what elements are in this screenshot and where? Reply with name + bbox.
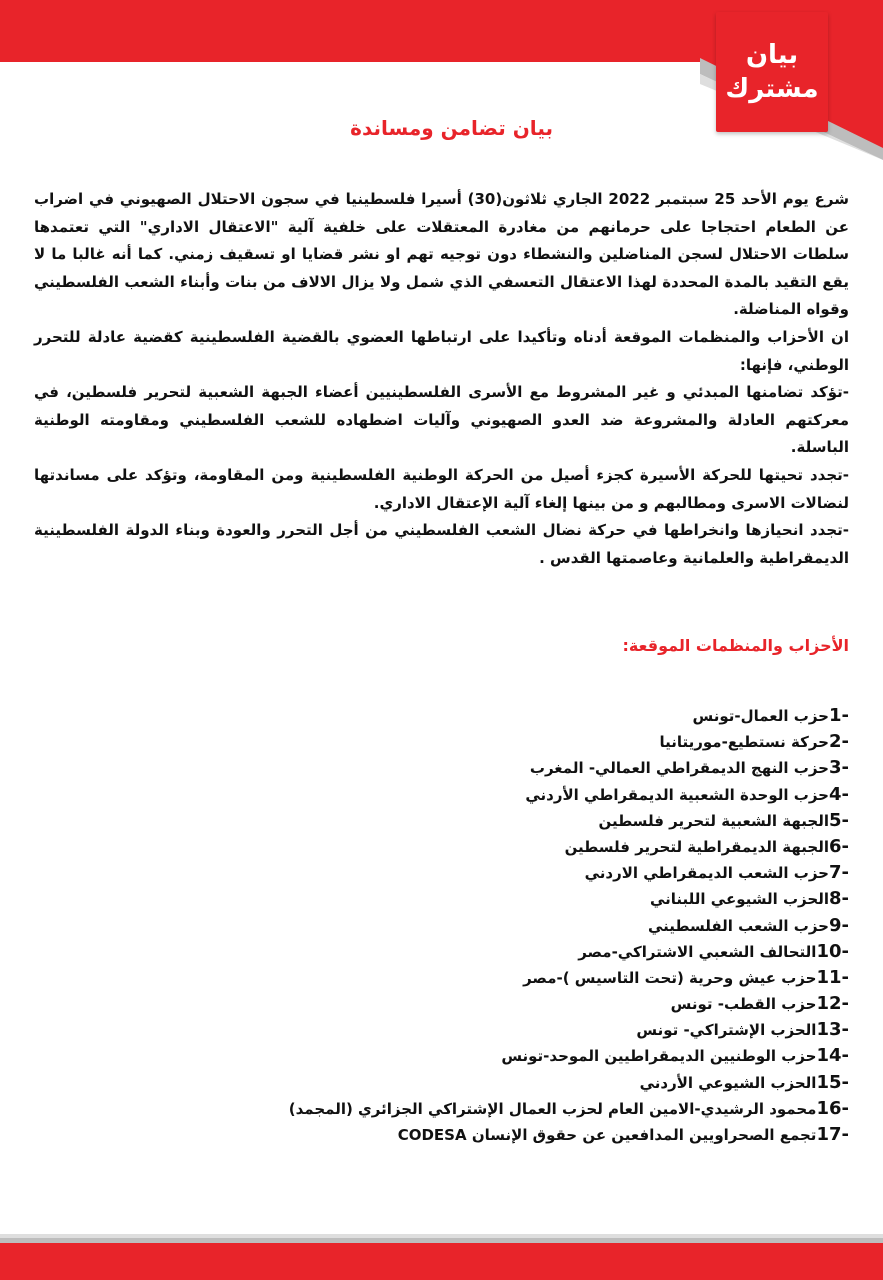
paragraph-solidarity: -تؤكد تضامنها المبدئي و غير المشروط مع الأسرى الفلسطينيين أعضاء الجبهة الشعبية لتحرير فلسطين، في معركتهم العادلة والمشروعة ضد العدو الصهيوني وآليات اضطهاده للشعب الفلسطيني ومقاومته الوطنية الباسلة. [34, 383, 849, 457]
list-item [289, 834, 849, 860]
statement-title: بيان تضامن ومساندة [350, 116, 553, 140]
joint-statement-badge [716, 12, 828, 132]
item-name: حزب العمال-تونس [692, 707, 829, 725]
item-name: حركة نستطيع-موريتانيا [659, 733, 829, 752]
item-number: -14 [816, 1045, 849, 1067]
item-name: الحزب الشيوعي اللبناني [649, 890, 829, 909]
item-name: حزب عيش وحرية (تحت التاسيس )-مصر [523, 968, 817, 987]
item-number: -11 [816, 966, 849, 988]
list-item [289, 965, 849, 991]
paragraph-commitment: -تجدد انحيازها وانخراطها في حركة نضال الشعب الفلسطيني من أجل التحرر والعودة وبناء الدولة الفلسطينية الديمقراطية والعلمانية وعاصمتها القدس . [34, 521, 849, 567]
item-name: الجبهة الديمقراطية لتحرير فلسطين [564, 837, 829, 856]
item-number: -8 [828, 888, 849, 910]
list-item [289, 913, 849, 939]
item-number: -15 [816, 1071, 849, 1093]
item-number: -2 [828, 731, 849, 753]
list-item [289, 703, 849, 729]
list-item [289, 1096, 849, 1122]
paragraph-position: ان الأحزاب والمنظمات الموقعة أدناه وتأكيدا على ارتباطها العضوي بالقضية الفلسطينية كقضية عادلة للتحرر الوطني، فإنها: [34, 327, 849, 374]
item-number: -5 [828, 809, 849, 831]
signatories-title: الأحزاب والمنظمات الموقعة: [622, 636, 849, 655]
item-number: -3 [828, 757, 849, 779]
statement-body [34, 186, 849, 572]
list-item [289, 729, 849, 755]
list-item [289, 1043, 849, 1069]
item-name: الحزب الشيوعي الأردني [639, 1073, 817, 1092]
list-item [289, 755, 849, 781]
item-number: -16 [816, 1097, 849, 1119]
list-item [289, 939, 849, 965]
item-name: حزب الوحدة الشعبية الديمقراطي الأردني [525, 785, 829, 804]
item-name: الحزب الإشتراكي- تونس [636, 1021, 817, 1040]
list-item [289, 860, 849, 886]
paragraph-salute: -تجدد تحيتها للحركة الأسيرة كجزء أصيل من الحركة الوطنية الفلسطينية ومن المقاومة، وتؤكد على مساندتها لنضالات الاسرى ومطالبهم و من بينها إلغاء آلية الإعتقال الاداري. [34, 465, 849, 512]
list-item [289, 1070, 849, 1096]
item-number: -9 [828, 914, 849, 936]
item-number: -1 [828, 705, 849, 726]
list-item [289, 886, 849, 912]
item-name: حزب القطب- تونس [670, 995, 817, 1014]
badge-line-1: بيان [745, 40, 799, 70]
badge-line-2: مشترك [725, 74, 819, 104]
item-name: التحالف الشعبي الاشتراكي-مصر [578, 942, 817, 961]
item-name: تجمع الصحراويين المدافعين عن حقوق الإنسان CODESA [397, 1126, 817, 1144]
list-item [289, 808, 849, 834]
item-name: حزب الشعب الفلسطيني [647, 916, 829, 935]
paragraph-intro: شرع يوم الأحد 25 سبتمبر 2022 الجاري ثلاثون(30) أسيرا فلسطينيا في سجون الاحتلال الصهيوني في اضراب عن الطعام احتجاجا على حرمانهم من مغادرة المعتقلات على خلفية آلية "الاعتقال الاداري" التي تعتمدها سلطات الاحتلال لسجن المناضلين والنشطاء دون توجيه تهم او نشر قضايا او تسقيف زمني. كما أنه غالبا ما لا يقع التقيد بالمدة المحددة لهذا الاعتقال التعسفي الذي شمل ولا يزال الالاف من بنات وأبناء الشعب الفلسطيني وقواه المناضلة. [34, 190, 850, 319]
list-item [289, 1122, 849, 1148]
footer-decoration [0, 1220, 883, 1280]
list-item [289, 991, 849, 1017]
item-number: -4 [828, 783, 849, 805]
item-number: -6 [828, 835, 849, 857]
item-number: -13 [816, 1019, 849, 1041]
item-number: -17 [816, 1124, 849, 1145]
item-name: حزب النهج الديمقراطي العمالي- المغرب [529, 759, 829, 778]
item-name: حزب الشعب الديمقراطي الاردني [584, 864, 829, 883]
list-item [289, 1017, 849, 1043]
item-number: -10 [816, 940, 849, 962]
item-name: محمود الرشيدي-الامين العام لحزب العمال الإشتراكي الجزائري (المجمد) [288, 1099, 817, 1118]
item-number: -7 [828, 862, 849, 884]
signatories-list [289, 703, 849, 1148]
item-number: -12 [816, 993, 849, 1015]
item-name: حزب الوطنيين الديمقراطيين الموحد-تونس [501, 1047, 817, 1066]
item-name: الجبهة الشعبية لتحرير فلسطين [598, 811, 829, 830]
list-item [289, 782, 849, 808]
